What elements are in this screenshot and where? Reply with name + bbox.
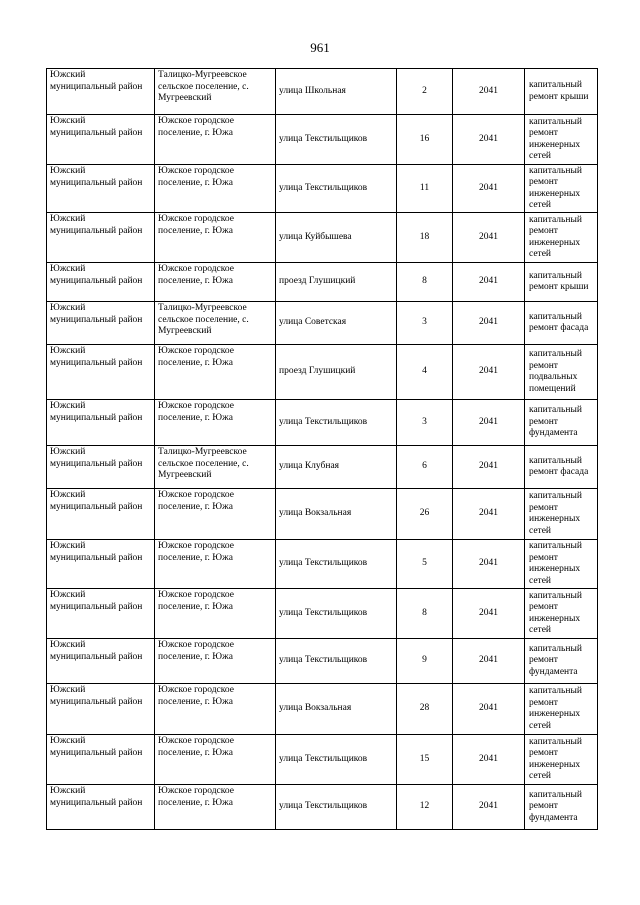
- work-type-cell: капитальный ремонт инженерных сетей: [525, 684, 598, 735]
- work-type-cell: капитальный ремонт инженерных сетей: [525, 489, 598, 540]
- settlement-cell: Южское городское поселение, г. Южа: [155, 345, 276, 400]
- district-cell: Южский муниципальный район: [47, 400, 155, 446]
- street-cell: улица Текстильщиков: [276, 639, 397, 684]
- street-cell: улица Текстильщиков: [276, 165, 397, 213]
- year-cell: 2041: [453, 684, 525, 735]
- street-cell: улица Текстильщиков: [276, 589, 397, 639]
- settlement-cell: Южское городское поселение, г. Южа: [155, 735, 276, 785]
- district-cell: Южский муниципальный район: [47, 115, 155, 165]
- settlement-cell: Южское городское поселение, г. Южа: [155, 263, 276, 302]
- settlement-cell: Южское городское поселение, г. Южа: [155, 684, 276, 735]
- house-number-cell: 5: [397, 540, 453, 589]
- house-number-cell: 11: [397, 165, 453, 213]
- district-cell: Южский муниципальный район: [47, 165, 155, 213]
- settlement-cell: Южское городское поселение, г. Южа: [155, 589, 276, 639]
- year-cell: 2041: [453, 345, 525, 400]
- work-type-cell: капитальный ремонт фундамента: [525, 785, 598, 830]
- street-cell: проезд Глушицкий: [276, 263, 397, 302]
- table-row: [47, 589, 598, 639]
- table-row: [47, 489, 598, 540]
- work-type-cell: капитальный ремонт фасада: [525, 302, 598, 345]
- table-row: [47, 639, 598, 684]
- table-row: [47, 213, 598, 263]
- table-row: [47, 735, 598, 785]
- year-cell: 2041: [453, 302, 525, 345]
- street-cell: улица Куйбышева: [276, 213, 397, 263]
- house-number-cell: 3: [397, 302, 453, 345]
- house-number-cell: 15: [397, 735, 453, 785]
- page-number: 961: [310, 40, 330, 55]
- year-cell: 2041: [453, 213, 525, 263]
- settlement-cell: Южское городское поселение, г. Южа: [155, 213, 276, 263]
- house-number-cell: 3: [397, 400, 453, 446]
- district-cell: Южский муниципальный район: [47, 302, 155, 345]
- table-row: [47, 446, 598, 489]
- district-cell: Южский муниципальный район: [47, 735, 155, 785]
- work-type-cell: капитальный ремонт инженерных сетей: [525, 165, 598, 213]
- house-number-cell: 26: [397, 489, 453, 540]
- street-cell: улица Вокзальная: [276, 684, 397, 735]
- district-cell: Южский муниципальный район: [47, 489, 155, 540]
- settlement-cell: Талицко-Мугреевское сельское поселение, с. Мугреевский: [155, 302, 276, 345]
- settlement-cell: Южское городское поселение, г. Южа: [155, 639, 276, 684]
- street-cell: улица Школьная: [276, 69, 397, 115]
- table-row: [47, 263, 598, 302]
- settlement-cell: Южское городское поселение, г. Южа: [155, 115, 276, 165]
- table-row: [47, 69, 598, 115]
- house-number-cell: 16: [397, 115, 453, 165]
- work-type-cell: капитальный ремонт фундамента: [525, 400, 598, 446]
- district-cell: Южский муниципальный район: [47, 639, 155, 684]
- table-row: [47, 345, 598, 400]
- work-type-cell: капитальный ремонт крыши: [525, 263, 598, 302]
- year-cell: 2041: [453, 639, 525, 684]
- settlement-cell: Южское городское поселение, г. Южа: [155, 540, 276, 589]
- settlement-cell: Южское городское поселение, г. Южа: [155, 165, 276, 213]
- table-row: [47, 302, 598, 345]
- year-cell: 2041: [453, 400, 525, 446]
- work-type-cell: капитальный ремонт инженерных сетей: [525, 115, 598, 165]
- year-cell: 2041: [453, 69, 525, 115]
- settlement-cell: Талицко-Мугреевское сельское поселение, с. Мугреевский: [155, 446, 276, 489]
- street-cell: проезд Глушицкий: [276, 345, 397, 400]
- district-cell: Южский муниципальный район: [47, 69, 155, 115]
- work-type-cell: капитальный ремонт инженерных сетей: [525, 540, 598, 589]
- district-cell: Южский муниципальный район: [47, 540, 155, 589]
- street-cell: улица Вокзальная: [276, 489, 397, 540]
- district-cell: Южский муниципальный район: [47, 446, 155, 489]
- street-cell: улица Текстильщиков: [276, 115, 397, 165]
- street-cell: улица Клубная: [276, 446, 397, 489]
- year-cell: 2041: [453, 735, 525, 785]
- district-cell: Южский муниципальный район: [47, 785, 155, 830]
- work-type-cell: капитальный ремонт инженерных сетей: [525, 735, 598, 785]
- work-type-cell: капитальный ремонт подвальных помещений: [525, 345, 598, 400]
- district-cell: Южский муниципальный район: [47, 589, 155, 639]
- house-number-cell: 8: [397, 589, 453, 639]
- table-row: [47, 165, 598, 213]
- street-cell: улица Текстильщиков: [276, 540, 397, 589]
- district-cell: Южский муниципальный район: [47, 213, 155, 263]
- district-cell: Южский муниципальный район: [47, 263, 155, 302]
- house-number-cell: 2: [397, 69, 453, 115]
- table-row: [47, 400, 598, 446]
- table-row: [47, 785, 598, 830]
- settlement-cell: Талицко-Мугреевское сельское поселение, с. Мугреевский: [155, 69, 276, 115]
- work-type-cell: капитальный ремонт крыши: [525, 69, 598, 115]
- district-cell: Южский муниципальный район: [47, 345, 155, 400]
- year-cell: 2041: [453, 263, 525, 302]
- year-cell: 2041: [453, 446, 525, 489]
- year-cell: 2041: [453, 589, 525, 639]
- year-cell: 2041: [453, 115, 525, 165]
- street-cell: улица Текстильщиков: [276, 400, 397, 446]
- work-type-cell: капитальный ремонт инженерных сетей: [525, 213, 598, 263]
- house-number-cell: 12: [397, 785, 453, 830]
- year-cell: 2041: [453, 785, 525, 830]
- house-number-cell: 18: [397, 213, 453, 263]
- settlement-cell: Южское городское поселение, г. Южа: [155, 400, 276, 446]
- settlement-cell: Южское городское поселение, г. Южа: [155, 785, 276, 830]
- table-row: [47, 540, 598, 589]
- house-number-cell: 6: [397, 446, 453, 489]
- year-cell: 2041: [453, 540, 525, 589]
- street-cell: улица Советская: [276, 302, 397, 345]
- settlement-cell: Южское городское поселение, г. Южа: [155, 489, 276, 540]
- district-cell: Южский муниципальный район: [47, 684, 155, 735]
- house-number-cell: 8: [397, 263, 453, 302]
- work-type-cell: капитальный ремонт фасада: [525, 446, 598, 489]
- table-row: [47, 684, 598, 735]
- house-number-cell: 9: [397, 639, 453, 684]
- table-body: [47, 69, 598, 830]
- year-cell: 2041: [453, 489, 525, 540]
- repair-schedule-table: [46, 68, 598, 830]
- year-cell: 2041: [453, 165, 525, 213]
- house-number-cell: 4: [397, 345, 453, 400]
- house-number-cell: 28: [397, 684, 453, 735]
- street-cell: улица Текстильщиков: [276, 785, 397, 830]
- work-type-cell: капитальный ремонт фундамента: [525, 639, 598, 684]
- work-type-cell: капитальный ремонт инженерных сетей: [525, 589, 598, 639]
- table-row: [47, 115, 598, 165]
- street-cell: улица Текстильщиков: [276, 735, 397, 785]
